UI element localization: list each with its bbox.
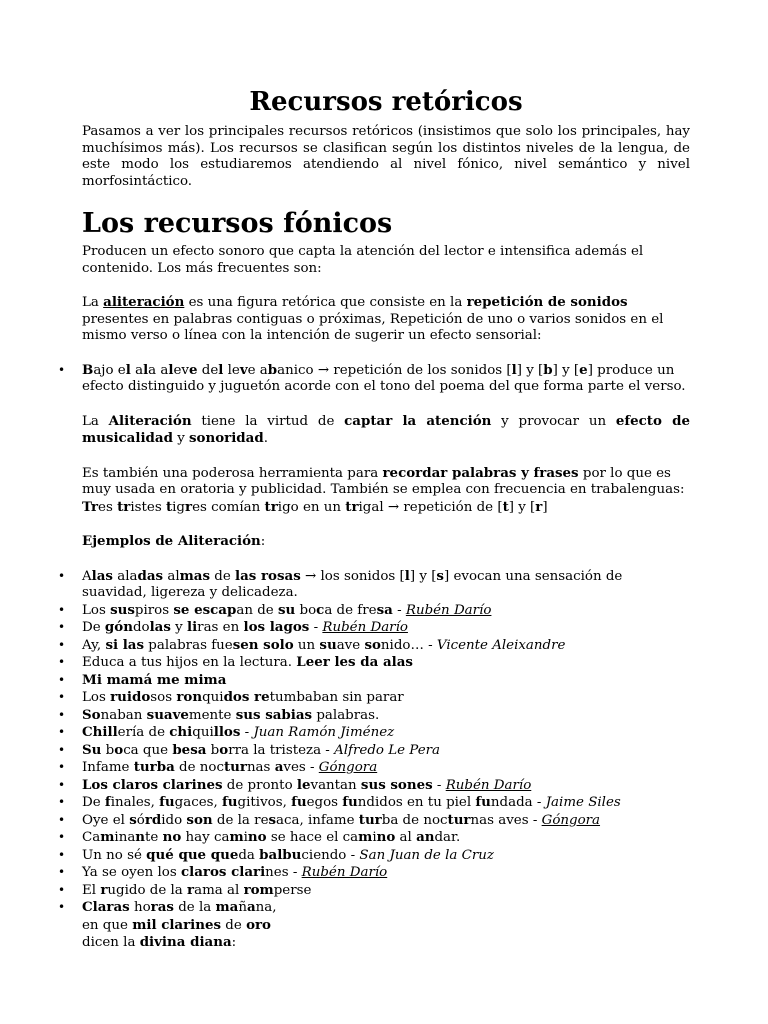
list-item: • Su boca que besa borra la tristeza - Alfredo Le Pera <box>82 742 690 760</box>
list-item: • Claras horas de la mañana, en que mil clarines de oro dicen la divina diana: <box>82 899 690 952</box>
author-name: Alfredo Le Pera <box>334 742 441 758</box>
list-item: • Alas aladas almas de las rosas → los sonidos [l] y [s] evocan una sensación de suavidad, ligereza y delicadeza. <box>82 568 690 602</box>
author-name: Vicente Aleixandre <box>436 637 566 653</box>
herramienta-paragraph: Es también una poderosa herramienta para recordar palabras y frases por lo que es muy usada en oratoria y publicidad. También se emplea con frecuencia en trabalenguas: Tres tristes tigres comían trigo en un trigal → repetición de [t] y [r] <box>82 464 685 515</box>
aliteracion-example-list <box>82 362 690 396</box>
list-item: • Educa a tus hijos en la lectura. Leer les da alas <box>82 654 690 672</box>
aliteracion-term: aliteración <box>103 294 185 310</box>
page-title: Recursos retóricos <box>249 87 523 117</box>
ejemplos-list <box>82 568 690 952</box>
section-heading-fonicos: Los recursos fónicos <box>82 208 393 239</box>
list-item: • Oye el sórdido son de la resaca, infame turba de nocturnas aves - Góngora <box>82 812 690 830</box>
author-link[interactable]: Rubén Darío <box>445 777 532 793</box>
author-link[interactable]: Rubén Darío <box>405 602 492 618</box>
author-link[interactable]: Rubén Darío <box>301 865 388 880</box>
author-link[interactable]: Góngora <box>541 812 601 828</box>
list-item: • De finales, fugaces, fugitivos, fuegos fundidos en tu piel fundada - Jaime Siles <box>82 794 690 812</box>
list-item: • De góndolas y liras en los lagos - Rubén Darío <box>82 619 690 637</box>
list-item: • Los ruidosos ronquidos retumbaban sin parar <box>82 689 690 707</box>
list-item: • Un no sé qué que queda balbuciendo - San Juan de la Cruz <box>82 847 690 865</box>
list-item: • Bajo el ala aleve del leve abanico → repetición de los sonidos [l] y [b] y [e] produce un efecto distinguido y juguetón acorde con el tono del poema del que forma parte el verso. <box>82 362 690 396</box>
list-item: • Infame turba de nocturnas aves - Góngora <box>82 759 690 777</box>
author-link[interactable]: Góngora <box>318 760 378 775</box>
list-item: • Caminante no hay camino se hace el camino al andar. <box>82 829 690 847</box>
list-item: • Los suspiros se escapan de su boca de fresa - Rubén Darío <box>82 602 690 620</box>
list-item: • Los claros clarines de pronto levantan sus sones - Rubén Darío <box>82 777 690 795</box>
author-name: Jaime Siles <box>545 795 621 810</box>
fonicos-intro: Producen un efecto sonoro que capta la atención del lector e intensifica además el contenido. Los más frecuentes son: <box>82 244 644 276</box>
author-name: Juan Ramón Jiménez <box>253 725 395 740</box>
ejemplos-heading: Ejemplos de Aliteración: <box>82 533 266 549</box>
list-item: • Ay, si las palabras fuesen solo un suave sonido… - Vicente Aleixandre <box>82 637 690 655</box>
author-name: San Juan de la Cruz <box>359 847 494 863</box>
intro-paragraph: Pasamos a ver los principales recursos retóricos (insistimos que solo los principales, hay muchísimos más). Los recursos se clasifican según los distintos niveles de la lengua, de este modo los estudiaremos atendiendo al nivel fónico, nivel semántico y nivel morfosintáctico. <box>82 124 690 189</box>
list-item: • Chillería de chiquillos - Juan Ramón Jiménez <box>82 724 690 742</box>
list-item: • El rugido de la rama al romperse <box>82 882 690 900</box>
virtud-paragraph: La Aliteración tiene la virtud de captar la atención y provocar un efecto de musicalidad y sonoridad. <box>82 412 690 446</box>
list-item: • Ya se oyen los claros clarines - Rubén Darío <box>82 864 690 882</box>
list-item: • Mi mamá me mima <box>82 672 690 690</box>
aliteracion-definition: La aliteración es una figura retórica que consiste en la repetición de sonidos presentes en palabras contiguas o próximas, Repetición de uno o varios sonidos en el mismo verso o línea con la intención de sugerir un efecto sensorial: <box>82 294 664 343</box>
author-link[interactable]: Rubén Darío <box>322 620 408 635</box>
list-item: • Sonaban suavemente sus sabias palabras. <box>82 707 690 725</box>
document-body <box>82 80 690 952</box>
